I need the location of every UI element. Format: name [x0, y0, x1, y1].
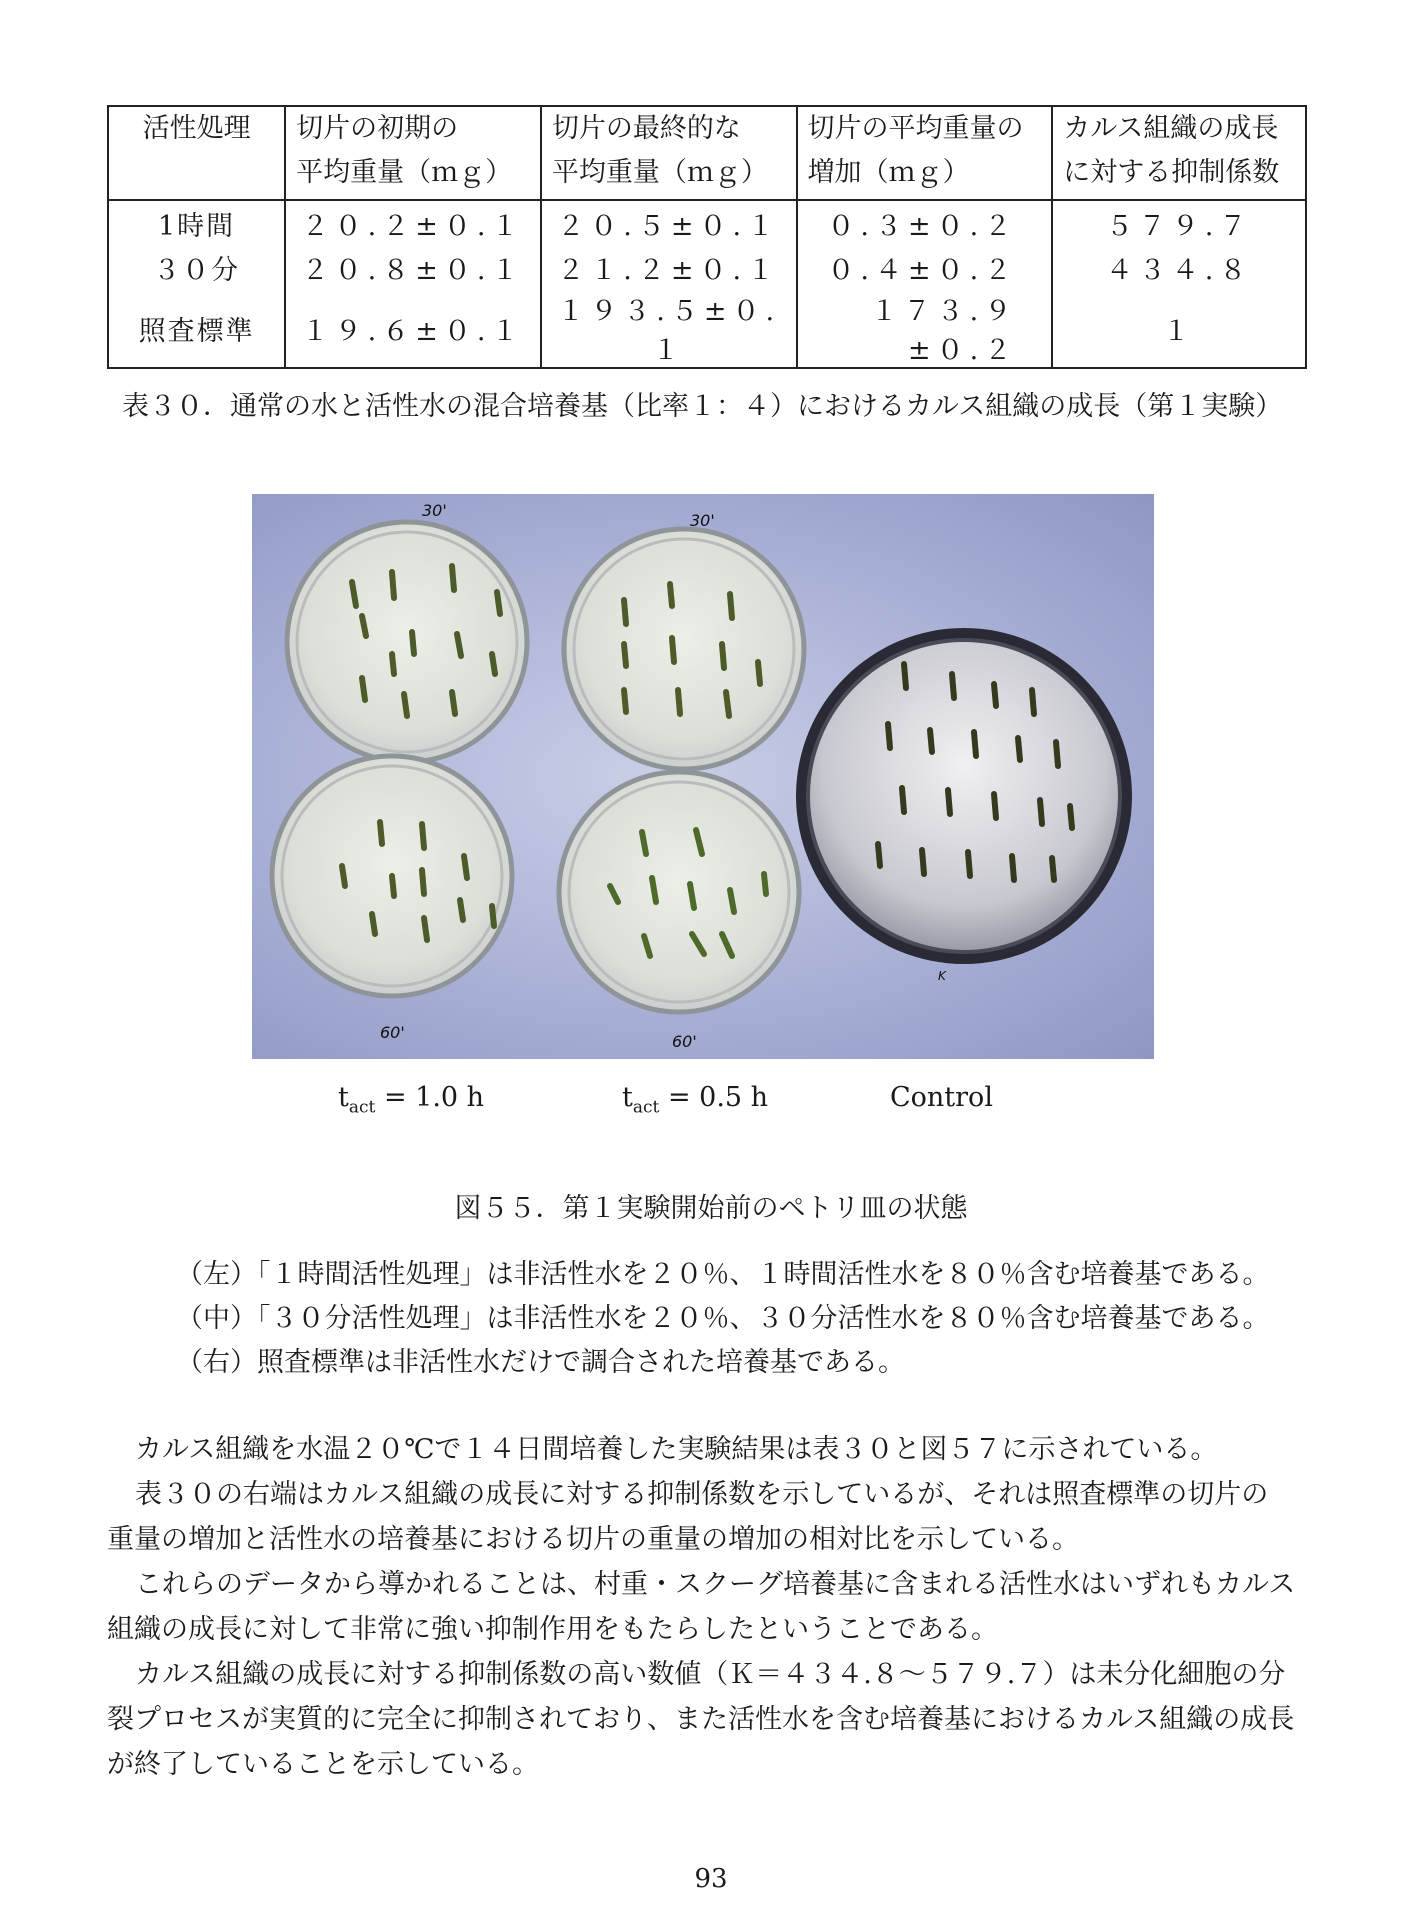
page-number: 93: [694, 1864, 728, 1894]
dish-label: 60': [672, 1032, 697, 1051]
table-row: [108, 245, 1306, 289]
dish-top-left: [287, 522, 527, 762]
body-text: [107, 1427, 1307, 1787]
table-row: [108, 289, 1306, 368]
cell-weight-increase: ０.４±０.２: [797, 245, 1053, 289]
label-1h: $t_{act} = 1.0$ h: [338, 1082, 485, 1118]
body-line: これらのデータから導かれることは、村重・スクーグ培養基に含まれる活性水はいずれもカルス: [135, 1569, 1296, 1600]
note-right: （右）照査標準は非活性水だけで調合された培養基である。: [176, 1347, 905, 1378]
body-line: が終了していることを示している。: [107, 1749, 539, 1780]
table-row: [108, 200, 1306, 245]
header-final-weight: 切片の最終的な 平均重量（ｍｇ）: [541, 106, 797, 200]
dish-top-middle: [564, 529, 804, 769]
dish-bottom-middle: [559, 772, 799, 1012]
cell-inhibition-coefficient: １: [1052, 289, 1306, 368]
dish-label: K: [938, 969, 946, 983]
dish-control: [796, 628, 1132, 964]
body-line: 裂プロセスが実質的に完全に抑制されており、また活性水を含む培養基におけるカルス組織の成長: [107, 1704, 1295, 1735]
cell-inhibition-coefficient: ４３４.８: [1052, 245, 1306, 289]
photo-labels: [0, 1082, 1422, 1122]
header-treatment: 活性処理: [108, 106, 285, 200]
label-control: Control: [890, 1082, 993, 1113]
body-line: カルス組織を水温２０℃で１４日間培養した実験結果は表３０と図５７に示されている。: [135, 1434, 1218, 1465]
cell-final-weight: １９３.５±０.１: [541, 289, 797, 368]
body-line: 重量の増加と活性水の培養基における切片の重量の増加の相対比を示している。: [107, 1524, 1079, 1555]
figure-caption: 図５５．第１実験開始前のペトリ皿の状態: [454, 1193, 968, 1224]
dish-label: 60': [380, 1023, 405, 1042]
label-half-hour: $t_{act} = 0.5$ h: [622, 1082, 769, 1118]
cell-treatment: ３０分: [108, 245, 285, 289]
figure-notes: [176, 1253, 1270, 1385]
cell-final-weight: ２０.５±０.１: [541, 200, 797, 245]
body-line: 表３０の右端はカルス組織の成長に対する抑制係数を示しているが、それは照査標準の切片の: [135, 1479, 1269, 1510]
cell-treatment: 1時間: [108, 200, 285, 245]
petri-dish-illustration: [252, 494, 1154, 1059]
results-table: [107, 105, 1307, 369]
dish-bottom-left: [272, 756, 512, 996]
dish-label: 30': [690, 511, 715, 530]
cell-initial-weight: ２０.２±０.１: [285, 200, 541, 245]
header-weight-increase: 切片の平均重量の 増加（ｍｇ）: [797, 106, 1053, 200]
note-middle: （中）「３０分活性処理」は非活性水を２０％、３０分活性水を８０％含む培養基である。: [176, 1303, 1270, 1334]
header-initial-weight: 切片の初期の 平均重量（ｍｇ）: [285, 106, 541, 200]
cell-treatment: 照査標準: [108, 289, 285, 368]
cell-weight-increase: １７３.９±０.２: [797, 289, 1053, 368]
cell-inhibition-coefficient: ５７９.７: [1052, 200, 1306, 245]
body-line: 組織の成長に対して非常に強い抑制作用をもたらしたということである。: [107, 1614, 998, 1645]
table-caption: 表３０．通常の水と活性水の混合培養基（比率１：４）におけるカルス組織の成長（第１実験）: [122, 391, 1283, 422]
note-left: （左）「１時間活性処理」は非活性水を２０％、１時間活性水を８０％含む培養基である。: [176, 1259, 1270, 1290]
cell-weight-increase: ０.３±０.２: [797, 200, 1053, 245]
cell-initial-weight: １９.６±０.１: [285, 289, 541, 368]
body-line: カルス組織の成長に対する抑制係数の高い数値（Ｋ＝４３４.８～５７９.７）は未分化細胞の分: [135, 1659, 1286, 1690]
petri-dish-photo: [252, 494, 1154, 1059]
cell-initial-weight: ２０.８±０.１: [285, 245, 541, 289]
table-header-row: [108, 106, 1306, 200]
header-inhibition-coefficient: カルス組織の成長 に対する抑制係数: [1052, 106, 1306, 200]
cell-final-weight: ２１.２±０.１: [541, 245, 797, 289]
dish-label: 30': [422, 501, 447, 520]
